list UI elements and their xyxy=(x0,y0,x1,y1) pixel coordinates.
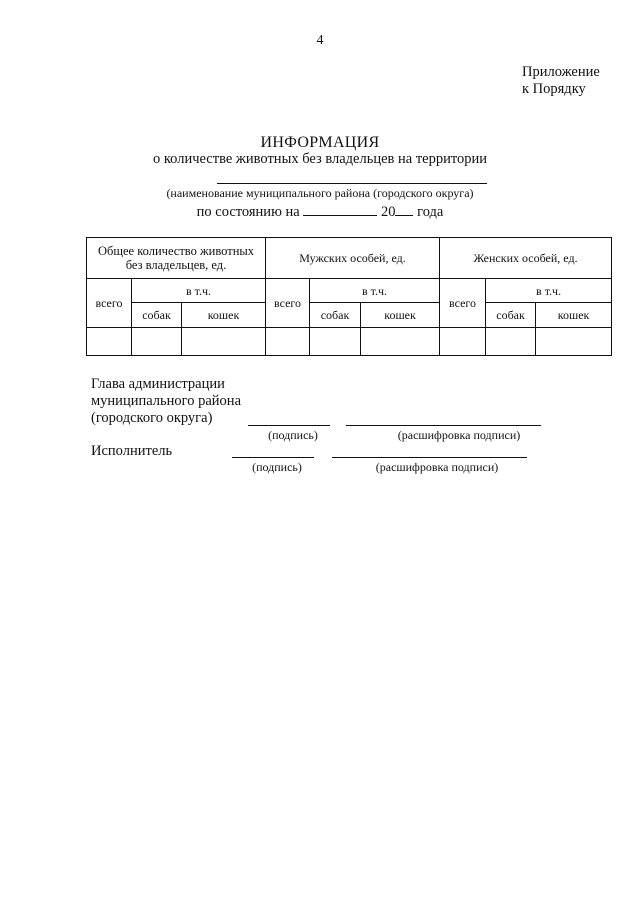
head-title-line-1: Глава администрации xyxy=(91,376,225,392)
head-decoding-hint: (расшифровка подписи) xyxy=(397,428,521,442)
data-cell xyxy=(132,328,182,356)
data-cell xyxy=(182,328,266,356)
male-all-header: всего xyxy=(266,279,310,328)
female-group-header: Женских особей, ед. xyxy=(440,238,612,279)
municipality-blank-line xyxy=(217,183,487,184)
appendix-note xyxy=(522,64,600,98)
total-all-header: всего xyxy=(87,279,132,328)
head-decoding-line xyxy=(346,425,541,426)
total-incl-header: в т.ч. xyxy=(132,279,266,303)
head-signature-hint: (подпись) xyxy=(268,428,318,442)
male-incl-header: в т.ч. xyxy=(310,279,440,303)
female-cats-header: кошек xyxy=(536,303,612,328)
page-number: 4 xyxy=(316,33,324,48)
document-subtitle: о количестве животных без владельцев на территории xyxy=(152,151,488,167)
executor-signature-line xyxy=(232,457,314,458)
year-prefix: 20 xyxy=(380,204,396,220)
total-group-header: Общее количество животных без владельцев, ед. xyxy=(87,238,266,279)
male-group-header: Мужских особей, ед. xyxy=(266,238,440,279)
total-cats-header: кошек xyxy=(182,303,266,328)
executor-signature-hint: (подпись) xyxy=(252,460,302,474)
female-incl-header: в т.ч. xyxy=(486,279,612,303)
document-title: ИНФОРМАЦИЯ xyxy=(260,134,380,151)
as-of-suffix: года xyxy=(417,204,444,220)
data-cell xyxy=(486,328,536,356)
female-all-header: всего xyxy=(440,279,486,328)
appendix-line-1: Приложение xyxy=(522,64,600,80)
total-dogs-header: собак xyxy=(132,303,182,328)
animals-table xyxy=(86,237,612,356)
head-signatory xyxy=(91,376,241,427)
subheader-row-2 xyxy=(87,303,612,328)
as-of-line xyxy=(0,203,640,221)
head-signature-line xyxy=(248,425,330,426)
appendix-line-2: к Порядку xyxy=(522,81,586,97)
municipality-hint: (наименование муниципального района (городского округа) xyxy=(166,186,474,200)
year-blank xyxy=(395,203,413,216)
head-title-line-2: муниципального района xyxy=(91,393,241,409)
head-title-line-3: (городского округа) xyxy=(91,410,213,426)
data-cell xyxy=(310,328,361,356)
executor-decoding-line xyxy=(332,457,527,458)
female-dogs-header: собак xyxy=(486,303,536,328)
subheader-row-1 xyxy=(87,279,612,303)
executor-label: Исполнитель xyxy=(91,443,173,459)
data-cell xyxy=(440,328,486,356)
male-dogs-header: собак xyxy=(310,303,361,328)
data-cell xyxy=(266,328,310,356)
data-cell xyxy=(87,328,132,356)
data-row xyxy=(87,328,612,356)
data-cell xyxy=(536,328,612,356)
as-of-prefix: по состоянию на xyxy=(196,204,300,220)
date-blank xyxy=(303,203,377,216)
data-cell xyxy=(361,328,440,356)
male-cats-header: кошек xyxy=(361,303,440,328)
executor-decoding-hint: (расшифровка подписи) xyxy=(375,460,499,474)
group-header-row xyxy=(87,238,612,279)
